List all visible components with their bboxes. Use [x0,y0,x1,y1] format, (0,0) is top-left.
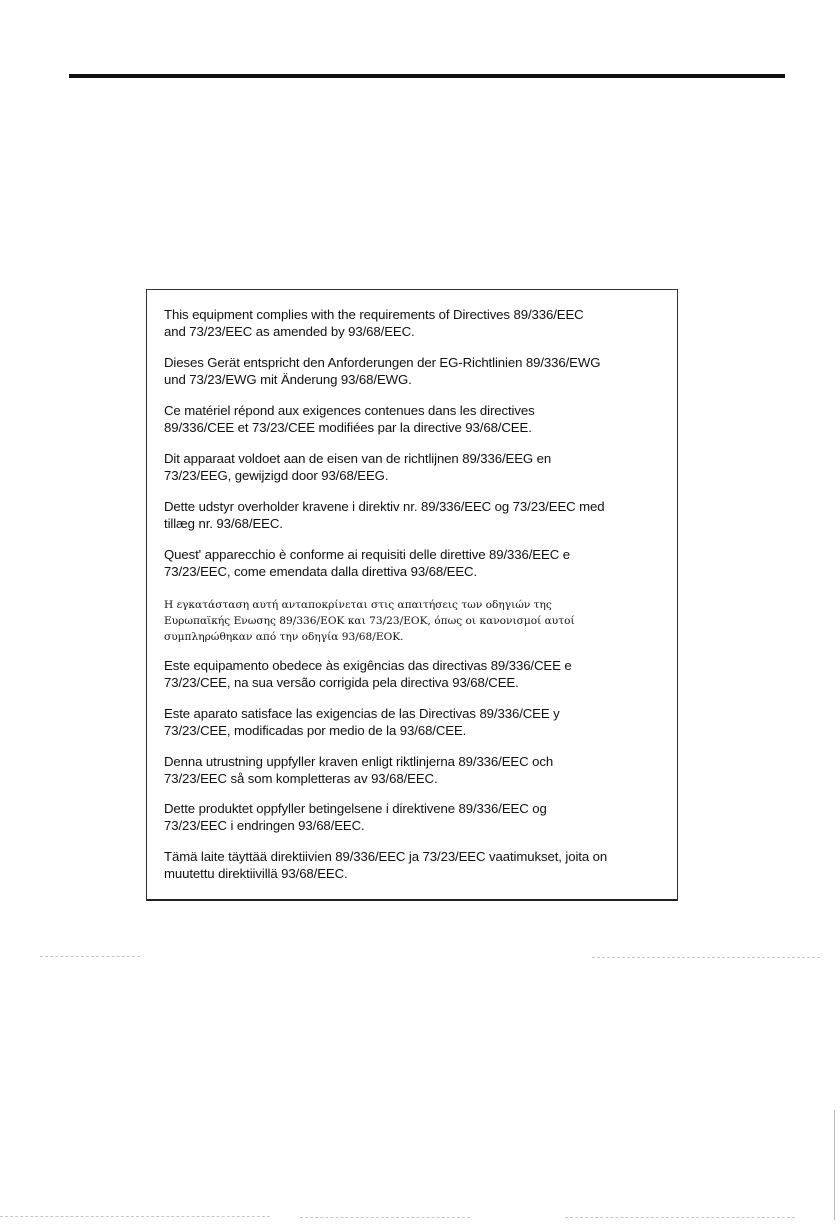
compliance-text-dutch: Dit apparaat voldoet aan de eisen van de richtlijnen 89/336/EEG en 73/23/EEG, gewijzigd door 93/68/EEG. [164,451,552,483]
compliance-text-finnish: Tämä laite täyttää direktiivien 89/336/EEC ja 73/23/EEC vaatimukset, joita on muutettu direktiivillä 93/68/EEC. [164,849,608,881]
compliance-text-danish: Dette udstyr overholder kravene i direktiv nr. 89/336/EEC og 73/23/EEC med tillæg nr. 93/68/EEC. [164,499,605,531]
compliance-text-german: Dieses Gerät entspricht den Anforderungen der EG-Richtlinien 89/336/EWG und 73/23/EWG mit Änderung 93/68/EWG. [164,355,601,387]
scan-artifact-dashes-left [40,956,140,957]
compliance-text-greek: H εγκατάσταση αυτή ανταποκρίνεται στις απαιτήσεις των οδηγιών της Ευρωπαϊκής Ενωσης 89/336/EOK και 73/23/EOK, όπως οι κανονισμοί αυτοί συμπληρώθηκαν από την οδηγία 93/68/EOK. [164,599,575,643]
scan-artifact-dashes-bottom-right [565,1217,795,1218]
compliance-text-portuguese: Este equipamento obedece às exigências das directivas 89/336/CEE e 73/23/CEE, na sua versão corrigida pela directiva 93/68/CEE. [164,658,572,690]
scan-artifact-edge-mark [834,1110,835,1220]
compliance-text-italian: Quest' apparecchio è conforme ai requisiti delle direttive 89/336/EEC e 73/23/EEC, come emendata dalla direttiva 93/68/EEC. [164,547,570,579]
scan-artifact-dashes-right [592,957,820,958]
scan-artifact-dashes-bottom-center [300,1217,470,1218]
compliance-text-swedish: Denna utrustning uppfyller kraven enligt riktlinjerna 89/336/EEC och 73/23/EEC så som kompletteras av 93/68/EEC. [164,754,554,786]
compliance-text-english: This equipment complies with the requirements of Directives 89/336/EEC and 73/23/EEC as amended by 93/68/EEC. [164,307,584,339]
compliance-text-norwegian: Dette produktet oppfyller betingelsene i direktivene 89/336/EEC og 73/23/EEC i endringen 93/68/EEC. [164,801,547,833]
compliance-text-spanish: Este aparato satisface las exigencias de las Directivas 89/336/CEE y 73/23/CEE, modificadas por medio de la 93/68/CEE. [164,706,560,738]
compliance-text-french: Ce matériel répond aux exigences contenues dans les directives 89/336/CEE et 73/23/CEE modifiées par la directive 93/68/CEE. [164,403,535,435]
scan-artifact-dashes-bottom-left [0,1216,270,1217]
compliance-notice-box [146,289,678,901]
header-rule [69,74,785,78]
